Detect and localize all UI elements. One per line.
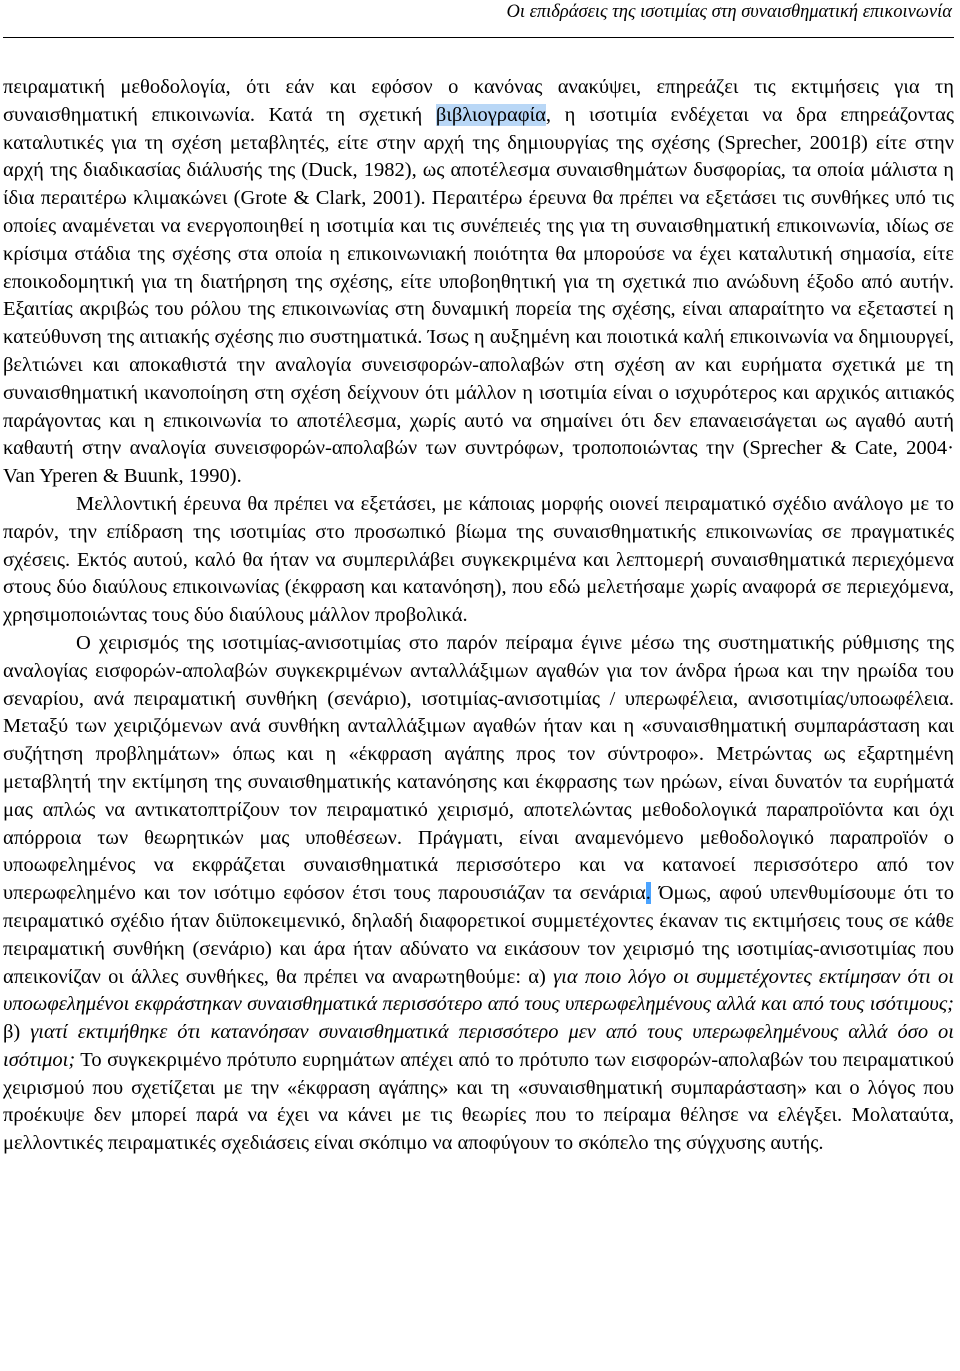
paragraph-3 [3,630,954,1158]
paragraph-2: Μελλοντική έρευνα θα πρέπει να εξετάσει, με κάποιας μορφής οιονεί πειραματικό σχέδιο ανάλογο με το παρόν, την επίδραση της ισοτιμίας στο προσωπικό βίωμα της συναισθηματικής επικοινωνίας σε πραγματικές σχέσεις. Εκτός αυτού, καλό θα ήταν να συμπεριλάβει συγκεκριμένα και λεπτομερή συναισθηματικά περιεχόμενα στους δύο διαύλους επικοινωνίας (έκφραση και κατανόηση), που εδώ μελετήσαμε χωρίς αναφορά σε περιεχόμενα, χρησιμοποιώντας τους δύο διαύλους μάλλον προβολικά. [3,492,954,627]
paragraph-3-text-a: Ο χειρισμός της ισοτιμίας-ανισοτιμίας στο παρόν πείραμα έγινε μέσω της συστηματικής ρύθμισης της αναλογίας εισφορών-απολαβών συγκεκριμένων ανταλλάξιμων αγαθών για τον άνδρα ήρωα και την ηρωίδα του σεναρίου, ανά πειραματική συνθήκη (σενάριο), ισοτιμίας-ανισοτιμίας / υπερωφέλεια, ανισοτιμίας/υποωφέλεια. Μεταξύ των χειριζόμενων ανά συνθήκη ανταλλάξιμων αγαθών ήταν και η «συναισθηματική συμπαράσταση και συζήτηση προβλημάτων» όπως και η «έκφραση αγάπης προς τον σύντροφο». Μετρώντας ως εξαρτημένη μεταβλητή την εκτίμηση της συναισθηματικής κατανόησης και έκφρασης των ηρώων, είναι δυνατόν τα ευρήματά μας απλώς να αντικατοπτρίζουν τον πειραματικό χειρισμό, αποτελώντας μεθοδολογικά παραπροϊόντα και όχι απόρροια των θεωρητικών μας υποθέσεων. Πράγματι, είναι αναμενόμενο μεθοδολογικό παραπροϊόν ο υποωφελημένος να εκφράζεται συναισθηματικά περισσότερο και να κατανοεί περισσότερο από τον υπερωφελημένο και τον ισότιμο εφόσον έτσι τους παρουσιάζαν τα σενάρια [3,631,954,905]
italic-question-b: γιατί εκτιμήθηκε ότι κατανόησαν συναισθηματικά περισσότερο μεν από τους υπερωφελημένους αλλά όσο οι ισότιμοι; [3,1021,954,1071]
italic-question-a: για ποιο λόγο οι συμμετέχοντες εκτίμησαν ότι οι υποωφελημένοι εκφράστηκαν συναισθηματικά περισσότερο από τους υπερωφελημένους αλλά και από τους ισότιμους; [3,965,954,1016]
body-text [3,74,954,1158]
paragraph-3-text-c: β) [3,1021,31,1044]
header-rule [3,37,954,38]
paragraph-1-text-a: πειραματική μεθοδολογία, ότι εάν και εφόσον ο κανόνας ανακύψει, επηρεάζει τις εκτιμήσεις για τη συναισθηματική επικοινωνία. Κατά τη σχετική [3,76,954,126]
paragraph-1-text-b: , η ισοτιμία ενδέχεται να δρα επηρεάζοντας καταλυτικές για τη σχέση μεταβλητές, είτε στην αρχή της δημιουργίας της σχέσης (Sprecher, 2001β) είτε στην αρχή της διαδικασίας διάλυσής της (Duck, 1982), ως αποτέλεσμα συναισθημάτων δυσφορίας, τα οποία μάλιστα η ίδια περαιτέρω κλιμακώνει (Grote & Clark, 2001). Περαιτέρω έρευνα θα πρέπει να εξετάσει τις συνθήκες υπό τις οποίες αναμένεται να ενεργοποιηθεί η ισοτιμία και τις συνέπειές της για τη συναισθηματική επικοινωνία, ιδίως σε κρίσιμα στάδια της σχέσης στα οποία η επικοινωνιακή ποιότητα θα μπορούσε να έχει καταλυτική σημασία, είτε εποικοδομητική για τη διατήρηση της σχέσης, είτε υποβοηθητική για τη σχετικά πιο ανώδυνη έξοδο από αυτήν. Εξαιτίας ακριβώς του ρόλου της επικοινωνίας στη δυναμική πορεία της σχέσης, είναι απαραίτητο να εξεταστεί η κατεύθυνση της αιτιακής σχέσης πιο συστηματικά. Ίσως η αυξημένη και ποιοτικά καλή επικοινωνία να δημιουργεί, βελτιώνει και αποκαθιστά την αναλογία συνεισφορών-απολαβών στη σχέση αν και ευρήματα σχετικά με τη συναισθηματική ικανοποίηση στη σχέση δείχνουν ότι μάλλον η ισοτιμία είναι ο ισχυρότερος και αρχικός αιτιακός παράγοντας και η επικοινωνία το αποτέλεσμα, χωρίς αυτό να σημαίνει ότι δεν επαναεισάγεται ως αγαθό αυτή καθαυτή στην αναλογία συνεισφορών-απολαβών των συντρόφων, τροποποιώντας την (Sprecher & Cate, 2004· Van Yperen & Buunk, 1990). [3,103,954,488]
paragraph-3-text-d: Το συγκεκριμένο πρότυπο ευρημάτων απέχει από το πρότυπο των εισφορών-απολαβών του πειραματικού χειρισμού που σχετίζεται με την «έκφραση αγάπης» και τη «συναισθηματική συμπαράσταση» και ο λόγος που προέκυψε δεν μπορεί παρά να έχει να κάνει με τις θεωρίες που το πείραμα θέλησε να ελέγξει. Μολαταύτα, μελλοντικές πειραματικές σχεδιάσεις είναι σκόπιμο να αποφύγουν το σκόπελο της σύγχυσης αυτής. [3,1048,954,1155]
paragraph-3-text-b: Όμως, αφού υπενθυμίσουμε ότι το πειραματικό σχέδιο ήταν διϋποκειμενικό, δηλαδή διαφορετικοί συμμετέχοντες έκαναν τις εκτιμήσεις τους σε κάθε πειραματική συνθήκη (σενάριο) και άρα ήταν αδύνατο να εικάσουν τον χειρισμό της ισοτιμίας-ανισοτιμίας που απεικονίζαν οι άλλες συνθήκες, θα πρέπει να αναρωτηθούμε: α) [3,882,954,988]
highlighted-word: βιβλιογραφία [435,103,546,126]
paragraph-1 [3,74,954,491]
highlighted-period: . [645,882,651,905]
running-header: Οι επιδράσεις της ισοτιμίας στη συναισθηματική επικοινωνία [506,2,952,22]
